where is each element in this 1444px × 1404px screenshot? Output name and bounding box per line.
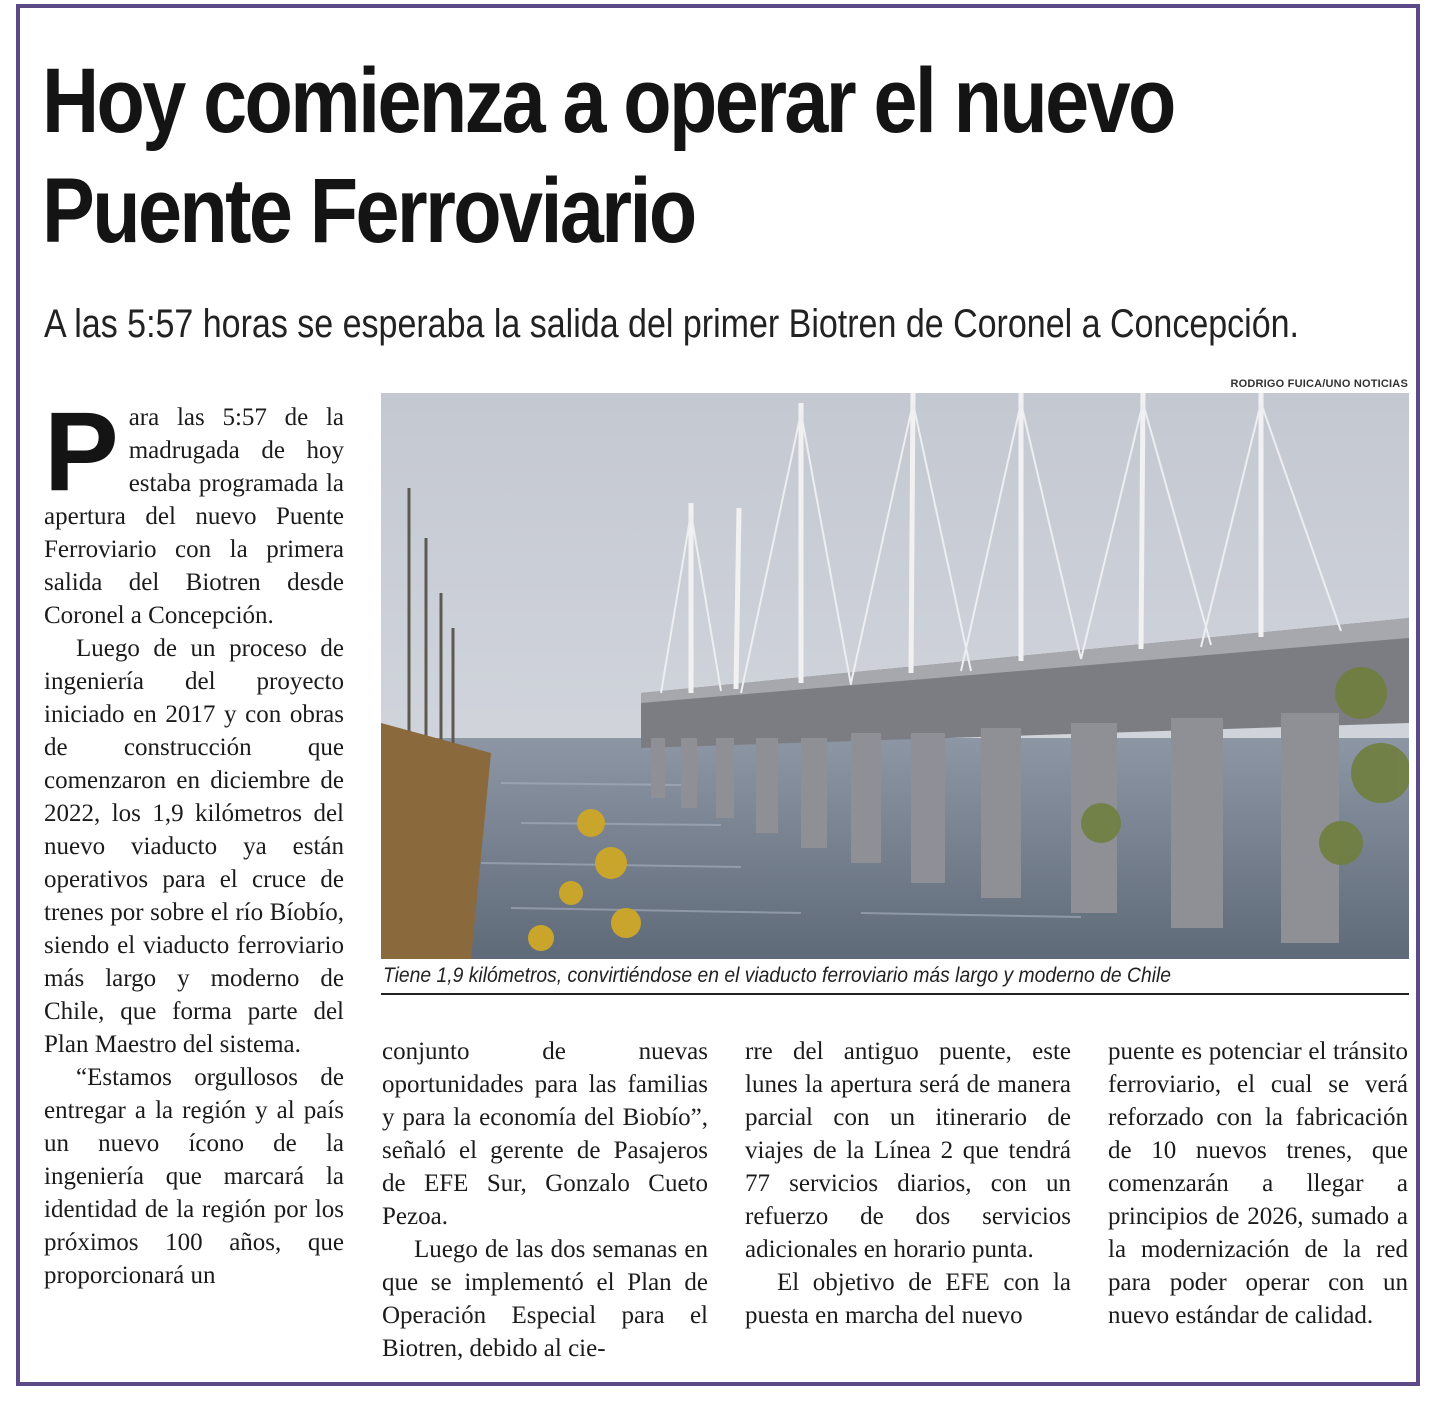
paragraph-1: ara las 5:57 de la madrugada de hoy estaba programada la apertura del nuevo Puente Ferroviario con la primera salida del Biotren desde Coronel a Concepción. xyxy=(44,404,344,629)
paragraph-4-cont: rre del antiguo puente, este lunes la apertura será de manera parcial con un itinerario de viajes de la Línea 2 que tendrá 77 servicios diarios, con un refuerzo de dos servicios adicionales en horario punta. xyxy=(745,1038,1071,1263)
caption-divider xyxy=(381,993,1409,995)
body-column-4 xyxy=(1108,1035,1408,1332)
body-column-2 xyxy=(382,1035,708,1365)
paragraph-4: Luego de las dos semanas en que se implementó el Plan de Operación Especial para el Biotren, debido al cie- xyxy=(382,1236,708,1362)
drop-cap: P xyxy=(44,389,119,514)
subheadline: A las 5:57 horas se esperaba la salida del primer Biotren de Coronel a Concepción. xyxy=(44,302,1299,346)
paragraph-5-cont: puente es potenciar el tránsito ferroviario, el cual se verá reforzado con la fabricación de 10 nuevos trenes, que comenzarán a llegar a principios de 2026, sumado a la modernización de la red para poder operar con un nuevo estándar de calidad. xyxy=(1108,1038,1408,1329)
paragraph-5: El objetivo de EFE con la puesta en marcha del nuevo xyxy=(745,1269,1071,1329)
body-column-3 xyxy=(745,1035,1071,1332)
photo-caption: Tiene 1,9 kilómetros, convirtiéndose en el viaducto ferroviario más largo y moderno de Chile xyxy=(383,964,1172,987)
bridge-photo xyxy=(381,393,1409,959)
headline xyxy=(42,46,1418,266)
headline-line-2: Puente Ferroviario xyxy=(42,160,695,262)
body-column-1 xyxy=(44,389,344,1292)
headline-line-1: Hoy comienza a operar el nuevo xyxy=(42,50,1174,152)
photo-credit: RODRIGO FUICA/UNO NOTICIAS xyxy=(1230,378,1408,390)
paragraph-3-cont: conjunto de nuevas oportunidades para las familias y para la economía del Biobío”, señaló el gerente de Pasajeros de EFE Sur, Gonzalo Cueto Pezoa. xyxy=(382,1038,708,1230)
bridge-illustration xyxy=(381,393,1409,959)
paragraph-2: Luego de un proceso de ingeniería del proyecto iniciado en 2017 y con obras de construcción que comenzaron en diciembre de 2022, los 1,9 kilómetros del nuevo viaducto ya están operativos para el cruce de trenes por sobre el río Bíobío, siendo el viaducto ferroviario más largo y moderno de Chile, que forma parte del Plan Maestro del sistema. xyxy=(44,635,344,1058)
paragraph-3: “Estamos orgullosos de entregar a la región y al país un nuevo ícono de la ingeniería que marcará la identidad de la región por los próximos 100 años, que proporcionará un xyxy=(44,1064,344,1289)
